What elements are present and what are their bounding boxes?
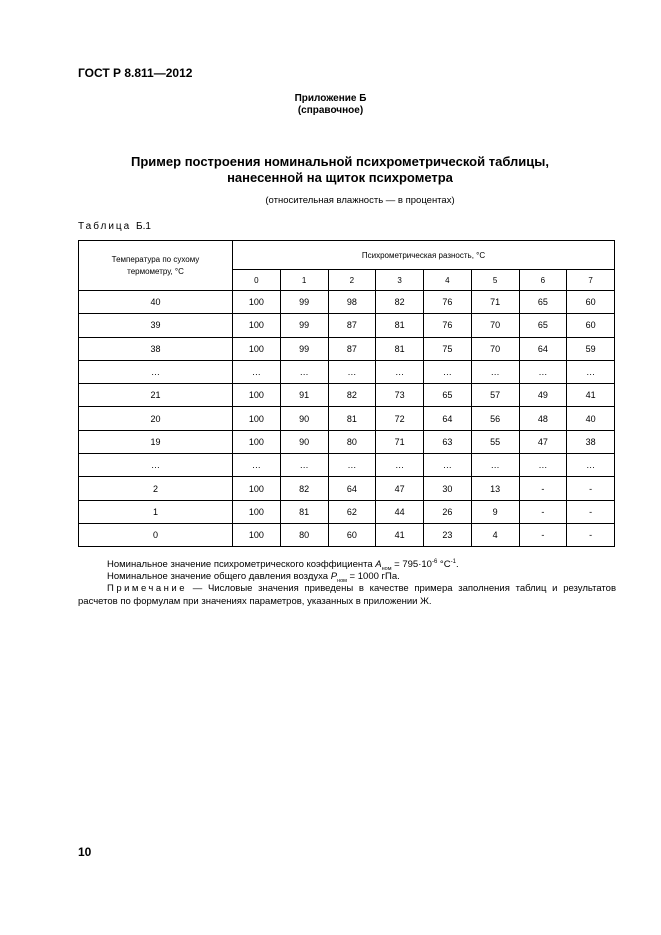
humidity-cell: … <box>233 454 281 477</box>
humidity-cell: 40 <box>567 407 615 430</box>
humidity-cell: 56 <box>471 407 519 430</box>
difference-value-header: 6 <box>519 270 567 291</box>
title-line-1: Пример построения номинальной психрометрической таблицы, <box>131 154 549 169</box>
humidity-cell: … <box>567 360 615 383</box>
temperature-cell: 2 <box>79 477 233 500</box>
page-title <box>0 154 661 186</box>
table-row <box>79 500 615 523</box>
coefficient-subscript: ном <box>381 566 392 573</box>
coefficient-note-end: . <box>455 559 459 571</box>
table-row <box>79 477 615 500</box>
temperature-header-line-1: Температура по сухому <box>111 254 200 264</box>
humidity-cell: 81 <box>280 500 328 523</box>
appendix-heading <box>0 93 661 117</box>
humidity-cell: 100 <box>233 430 281 453</box>
difference-header: Психрометрическая разность, °С <box>233 241 615 270</box>
humidity-cell: 64 <box>424 407 472 430</box>
humidity-cell: … <box>519 454 567 477</box>
humidity-cell: 57 <box>471 384 519 407</box>
humidity-cell: 65 <box>519 314 567 337</box>
humidity-cell: … <box>376 360 424 383</box>
humidity-cell: - <box>567 523 615 546</box>
temperature-cell: 19 <box>79 430 233 453</box>
humidity-cell: 75 <box>424 337 472 360</box>
humidity-cell: 41 <box>376 523 424 546</box>
table-row <box>79 407 615 430</box>
humidity-cell: 82 <box>328 384 376 407</box>
humidity-cell: … <box>280 360 328 383</box>
appendix-title: Приложение Б <box>294 93 367 104</box>
units-caption: (относительная влажность — в процентах) <box>265 195 455 206</box>
temperature-cell: 40 <box>79 291 233 314</box>
humidity-cell: - <box>519 477 567 500</box>
humidity-cell: 87 <box>328 314 376 337</box>
table-label-word: Таблица <box>78 221 132 232</box>
humidity-cell: 90 <box>280 407 328 430</box>
temperature-cell: … <box>79 454 233 477</box>
humidity-cell: 81 <box>328 407 376 430</box>
temperature-cell: 1 <box>79 500 233 523</box>
title-line-2: нанесенной на щиток психрометра <box>227 170 453 185</box>
humidity-cell: … <box>471 454 519 477</box>
difference-value-header: 0 <box>233 270 281 291</box>
humidity-cell: 64 <box>519 337 567 360</box>
humidity-cell: 80 <box>328 430 376 453</box>
humidity-cell: 98 <box>328 291 376 314</box>
humidity-cell: - <box>567 477 615 500</box>
humidity-cell: 100 <box>233 523 281 546</box>
coefficient-unit: °С <box>437 559 451 571</box>
difference-value-header: 1 <box>280 270 328 291</box>
table-row <box>79 360 615 383</box>
temperature-cell: 38 <box>79 337 233 360</box>
table-row <box>79 430 615 453</box>
humidity-cell: 60 <box>328 523 376 546</box>
remark-label: Примечание <box>107 583 187 594</box>
humidity-cell: … <box>328 454 376 477</box>
humidity-cell: 59 <box>567 337 615 360</box>
humidity-cell: 81 <box>376 314 424 337</box>
humidity-cell: 60 <box>567 314 615 337</box>
pressure-note-text: Номинальное значение общего давления воздуха <box>107 571 331 582</box>
table-body <box>79 291 615 547</box>
humidity-cell: 99 <box>280 314 328 337</box>
humidity-cell: 62 <box>328 500 376 523</box>
humidity-cell: 63 <box>424 430 472 453</box>
humidity-cell: 23 <box>424 523 472 546</box>
humidity-cell: 76 <box>424 314 472 337</box>
pressure-subscript: ном <box>337 577 347 584</box>
psychrometric-table <box>78 240 615 547</box>
humidity-cell: 41 <box>567 384 615 407</box>
humidity-cell: … <box>280 454 328 477</box>
temperature-cell: 39 <box>79 314 233 337</box>
humidity-cell: 71 <box>376 430 424 453</box>
humidity-cell: 100 <box>233 337 281 360</box>
humidity-cell: 87 <box>328 337 376 360</box>
humidity-cell: 100 <box>233 477 281 500</box>
humidity-cell: 64 <box>328 477 376 500</box>
humidity-cell: … <box>233 360 281 383</box>
pressure-symbol: P <box>330 571 338 582</box>
temperature-cell: 20 <box>79 407 233 430</box>
table-row <box>79 454 615 477</box>
humidity-cell: 47 <box>519 430 567 453</box>
humidity-cell: … <box>424 454 472 477</box>
page-number: 10 <box>78 845 92 859</box>
table-row <box>79 291 615 314</box>
humidity-cell: 100 <box>233 314 281 337</box>
humidity-cell: 72 <box>376 407 424 430</box>
humidity-cell: 47 <box>376 477 424 500</box>
humidity-cell: 82 <box>280 477 328 500</box>
humidity-cell: 55 <box>471 430 519 453</box>
humidity-cell: 65 <box>424 384 472 407</box>
humidity-cell: 80 <box>280 523 328 546</box>
table-row <box>79 523 615 546</box>
humidity-cell: 30 <box>424 477 472 500</box>
humidity-cell: 13 <box>471 477 519 500</box>
temperature-header-line-2: термометру, °С <box>127 266 184 276</box>
humidity-cell: … <box>471 360 519 383</box>
humidity-cell: 60 <box>567 291 615 314</box>
humidity-cell: … <box>376 454 424 477</box>
coefficient-value: = 795·10 <box>391 559 432 571</box>
appendix-subtitle: (справочное) <box>297 105 364 116</box>
table-label-number: Б.1 <box>136 221 151 232</box>
temperature-cell: 21 <box>79 384 233 407</box>
difference-value-header: 3 <box>376 270 424 291</box>
document-id: ГОСТ Р 8.811—2012 <box>78 66 193 80</box>
humidity-cell: 99 <box>280 337 328 360</box>
table-label <box>78 221 151 232</box>
table-row <box>79 314 615 337</box>
humidity-cell: 76 <box>424 291 472 314</box>
temperature-cell: 0 <box>79 523 233 546</box>
humidity-cell: - <box>519 523 567 546</box>
coefficient-note-text: Номинальное значение психрометрического коэффициента <box>107 559 376 571</box>
humidity-cell: 38 <box>567 430 615 453</box>
humidity-cell: 71 <box>471 291 519 314</box>
humidity-cell: … <box>519 360 567 383</box>
remark-text: — Числовые значения приведены в качестве примера заполнения таблиц и результатов расчетов по формулам при значениях параметров, указанных в приложении Ж. <box>78 583 616 607</box>
temperature-header <box>79 241 233 291</box>
humidity-cell: - <box>567 500 615 523</box>
humidity-cell: 91 <box>280 384 328 407</box>
difference-value-header: 4 <box>424 270 472 291</box>
humidity-cell: 90 <box>280 430 328 453</box>
humidity-cell: 70 <box>471 337 519 360</box>
humidity-cell: 100 <box>233 500 281 523</box>
humidity-cell: 100 <box>233 384 281 407</box>
humidity-cell: 9 <box>471 500 519 523</box>
humidity-cell: 26 <box>424 500 472 523</box>
remark-note <box>78 582 616 608</box>
humidity-cell: … <box>424 360 472 383</box>
humidity-cell: 48 <box>519 407 567 430</box>
coefficient-symbol: A <box>375 559 382 571</box>
difference-value-header: 7 <box>567 270 615 291</box>
table-row <box>79 384 615 407</box>
humidity-cell: … <box>567 454 615 477</box>
humidity-cell: 100 <box>233 291 281 314</box>
humidity-cell: … <box>328 360 376 383</box>
humidity-cell: - <box>519 500 567 523</box>
pressure-value: = 1000 гПа. <box>346 571 400 582</box>
table-row <box>79 337 615 360</box>
humidity-cell: 70 <box>471 314 519 337</box>
difference-value-header: 2 <box>328 270 376 291</box>
coefficient-exponent: -6 <box>431 559 438 565</box>
difference-value-header: 5 <box>471 270 519 291</box>
humidity-cell: 99 <box>280 291 328 314</box>
coefficient-unit-exponent: -1 <box>450 559 456 565</box>
humidity-cell: 4 <box>471 523 519 546</box>
humidity-cell: 44 <box>376 500 424 523</box>
humidity-cell: 81 <box>376 337 424 360</box>
humidity-cell: 82 <box>376 291 424 314</box>
humidity-cell: 100 <box>233 407 281 430</box>
temperature-cell: … <box>79 360 233 383</box>
humidity-cell: 49 <box>519 384 567 407</box>
humidity-cell: 73 <box>376 384 424 407</box>
humidity-cell: 65 <box>519 291 567 314</box>
